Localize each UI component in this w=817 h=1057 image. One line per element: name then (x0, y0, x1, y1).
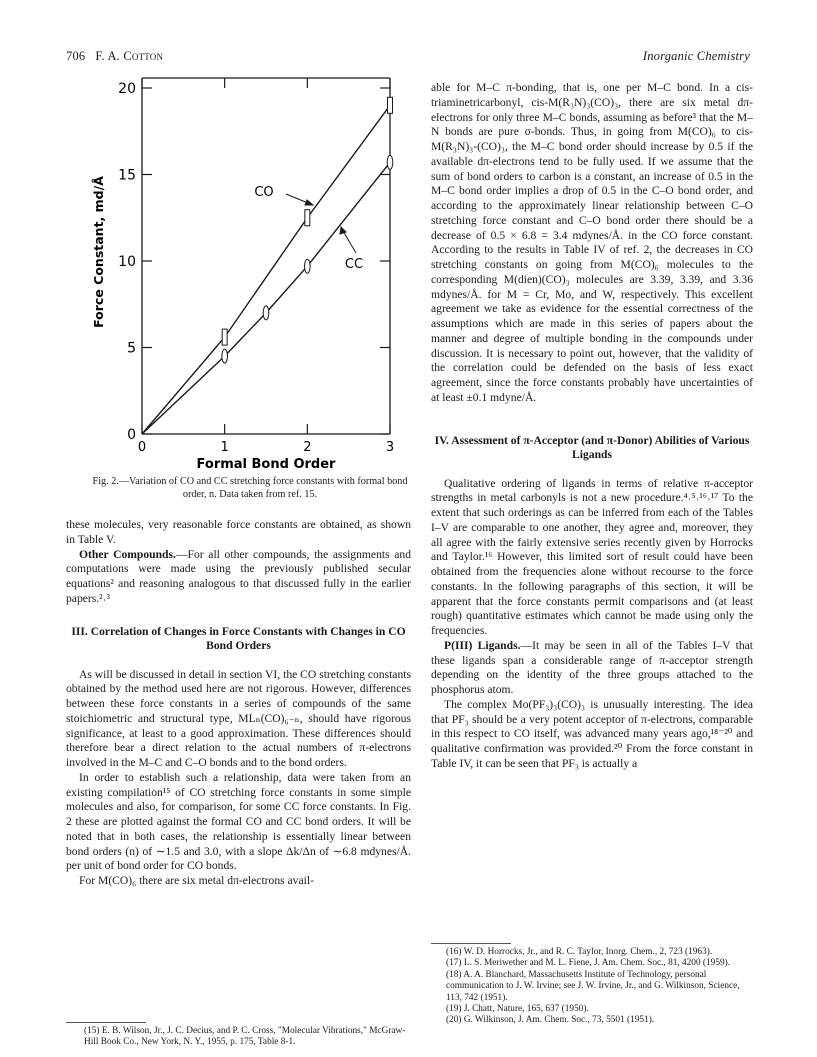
left-paragraph-2-text: —For all other compounds, the assignments and computations were made using the previously published secular equations² and reasoning analogous to that discussed fully in the earlier papers.²˒³ (66, 547, 412, 605)
cc-data-point (222, 349, 228, 363)
y-tick-label: 15 (118, 167, 136, 184)
footnote-19: (19) J. Chatt, Nature, 165, 637 (1950). (446, 1004, 589, 1015)
right-paragraph-1: able for M–C π-bonding, that is, one per M–C bond. In a cis-triaminetricarbonyl, cis-M(R₃N)₃(CO)₃, there are six metal dπ-electrons for only three M–C bonds, assuming as before³ that the M–N bonds are pure σ-bonds. Thus, in going from M(CO)₆ to cis-M(R₃N)₃-(CO)₃, the M–C bond order should increase by 0.5 if the available dπ-electrons tend to be fully used. If we assume that the sum of bond orders to carbon is a constant, an increase of 0.5 in the M–C bond order implies a drop of 0.5 in the C–O bond order, and according to the approximately linear relationship between C–O stretching force constant and C–O bond order there should be a decrease of 0.5 × 6.8 = 3.4 mdynes/Å. in the CO force constant. According to the results in Table IV of ref. 2, the decreases in CO stretching constants on going from M(CO)₆ molecules to the corresponding M(dien)(CO)₃ molecules are 3.39, 3.39, and 3.36 mdynes/Å. for M = Cr, Mo, and W, respectively. This excellent agreement we take as evidence for the essential correctness of the assumptions which are made in this series of papers about the manner and degree of multiple bonding in the compounds under discussion. It is necessary to point out, however, that the validity of the correlation could be defended on the basis of less exact agreement, since the force constants probably have uncertainties of at least ±0.1 mdyne/Å. (431, 81, 753, 404)
x-tick-label: 3 (385, 440, 395, 455)
footnote-15: (15) E. B. Wilson, Jr., J. C. Decius, and P. C. Cross, "Molecular Vibrations," McGraw-Hill Book Co., New York, N. Y., 1955, p. 175, Table 8-1. (84, 1026, 406, 1048)
footnote-17: (17) L. S. Meriwether and M. L. Fiene, J. Am. Chem. Soc., 81, 4200 (1959). (446, 958, 731, 969)
right-footnotes (446, 947, 753, 1027)
left-footnotes (84, 1026, 411, 1049)
author-name: F. A. Cotton (95, 49, 164, 63)
x-tick-label: 0 (137, 440, 147, 455)
cc-data-point (387, 155, 393, 169)
x-axis-title: Formal Bond Order (196, 457, 336, 472)
right-column (431, 81, 753, 772)
x-tick-label: 2 (303, 440, 312, 455)
series-line-cc (142, 162, 390, 434)
section-4-title: IV. Assessment of π-Acceptor (and π-Donor) Abilities of Various Ligands (434, 433, 750, 461)
cc-data-point (263, 306, 269, 320)
y-tick-label: 5 (127, 340, 136, 357)
other-compounds-heading: Other Compounds. (79, 547, 176, 561)
cc-data-point (305, 259, 311, 273)
left-paragraph-5: For M(CO)₆ there are six metal dπ-electrons avail- (79, 874, 314, 887)
p-iii-ligands-heading: P(III) Ligands. (444, 638, 521, 652)
co-data-point (305, 210, 310, 226)
x-tick-label: 1 (220, 440, 229, 455)
y-tick-label: 10 (118, 254, 136, 270)
figure-caption: Fig. 2.—Variation of CO and CC stretching force constants with formal bond order, n. Data taken from ref. 15. (92, 476, 408, 500)
left-column (66, 518, 411, 889)
co-label-arrow (286, 194, 313, 205)
footnote-20: (20) G. Wilkinson, J. Am. Chem. Soc., 73, 5501 (1951). (446, 1015, 655, 1026)
y-axis-title: Force Constant, md/Å (91, 176, 106, 328)
journal-name: Inorganic Chemistry (642, 49, 750, 63)
series-label-cc: CC (344, 257, 364, 272)
running-header-left (66, 49, 163, 64)
co-data-point (388, 97, 393, 113)
left-paragraph-4: In order to establish such a relationship, data were taken from an existing compilation¹⁵ of CO stretching force constants in some simple molecules and also, for comparison, for some CC force constants. In Fig. 2 these are plotted against the formal CO and CC bond orders. It will be noted that in both cases, the relationship is essentially linear between bond orders (n) of ∼1.5 and 3.0, with a slope Δk/Δn of ∼6.8 mdynes/Å. per unit of bond order for CO bonds. (66, 770, 411, 873)
right-paragraph-3 (431, 639, 753, 698)
right-footnote-rule (431, 943, 511, 944)
series-label-co: CO (254, 185, 274, 200)
co-data-point (222, 329, 227, 345)
force-constant-chart (60, 72, 420, 472)
section-3-title: III. Correlation of Changes in Force Constants with Changes in CO Bond Orders (71, 624, 406, 652)
left-paragraph-1: these molecules, very reasonable force constants are obtained, as shown in Table V. (66, 518, 411, 546)
footnote-18: (18) A. A. Blanchard, Massachusetts Institute of Technology, personal communication to J. W. Irvine; see J. W. Irvine, Jr., and G. Wilkinson, Science, 113, 742 (1951). (446, 969, 740, 1003)
page-number: 706 (66, 49, 86, 63)
right-paragraph-2: Qualitative ordering of ligands in terms of relative π-acceptor strengths in metal carbonyls is not a new procedure.⁴˒⁵˒¹⁶˒¹⁷ To the extent that such orderings as can be inferred from each of the Tables I–V are comparable to one another, they agree and, moreover, they all agree with the fairly extensive series recently given by Horrocks and Taylor.¹⁶ However, this limited sort of result could have been obtained from the frequencies alone without recourse to the force constants. In the following paragraphs of this section, it will be apparent that the force constants permit comparisons and (at least rough) quantitative estimates which cannot be made using only the frequencies. (431, 476, 753, 637)
left-paragraph-3: As will be discussed in detail in section VI, the CO stretching constants obtained by the method used here are not rigorous. However, differences between these force constants in a series of compounds of the same stoichiometric and structural type, MLₙ(CO)₆₋ₙ, should have rigorous significance, at least to a good approximation. These differences should therefore bear a direct relation to the actual numbers of π-electrons involved in the M–C and C–O bonds and to the bond orders. (66, 667, 411, 769)
footnote-16: (16) W. D. Horrocks, Jr., and R. C. Taylor, Inorg. Chem., 2, 723 (1963). (446, 947, 713, 957)
y-tick-label: 20 (118, 81, 136, 97)
right-paragraph-3-text: —It may be seen in all of the Tables I–V that these ligands span a considerable range of π-acceptor strength depending on the identity of the three groups attached to the phosphorus atom. (431, 638, 754, 696)
cc-label-arrow (340, 227, 356, 253)
left-paragraph-2 (66, 548, 411, 607)
right-paragraph-4: The complex Mo(PF₃)₃(CO)₃ is unusually interesting. The idea that PF₃ should be a very potent acceptor of π-electrons, comparable in this respect to CO itself, was advanced many years ago,¹⁸⁻²⁰ and qualitative confirmation was provided.²⁰ From the force constant in Table IV, it can be seen that PF₃ is actually a (431, 697, 753, 770)
left-footnote-rule (66, 1022, 146, 1023)
y-tick-label: 0 (127, 427, 136, 443)
